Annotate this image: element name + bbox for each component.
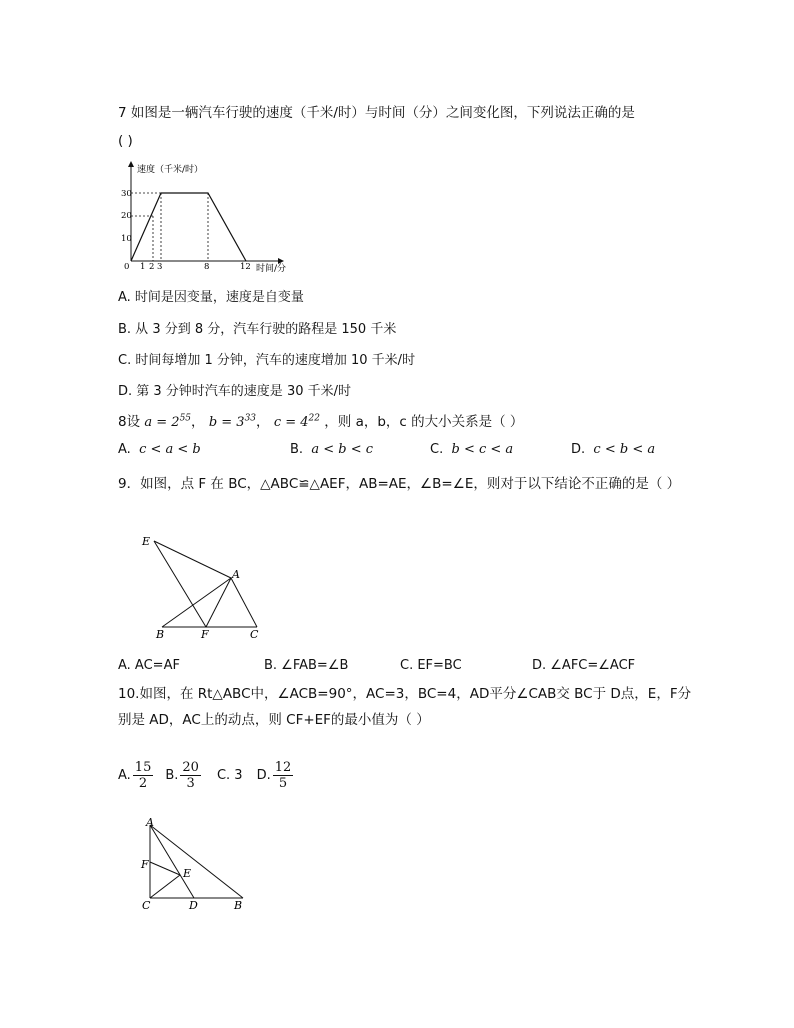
q9-option-d: D. ∠AFC=∠ACF bbox=[532, 658, 636, 673]
segment-BA bbox=[162, 578, 231, 627]
x-tick-label: 2 bbox=[149, 262, 155, 272]
point-A-label: A bbox=[232, 568, 240, 581]
segment-FE bbox=[150, 862, 180, 875]
segment-AD bbox=[150, 825, 194, 898]
q10-option-d-label: D. bbox=[256, 768, 271, 783]
q7-option-a: A. 时间是因变量，速度是自变量 bbox=[118, 290, 304, 305]
q7-option-b: B. 从 3 分到 8 分，汽车行驶的路程是 150 千米 bbox=[118, 322, 397, 337]
q9-stem: 9．如图，点 F 在 BC，△ABC≌△AEF，AB=AE，∠B=∠E，则对于以下结论不正确的是（ ） bbox=[118, 476, 681, 492]
x-tick-label: 1 bbox=[140, 262, 146, 272]
q10-option-a-label: A. bbox=[118, 768, 131, 783]
q7-speed-time-graph bbox=[118, 158, 298, 276]
dashed-guides bbox=[131, 193, 208, 261]
q10-option-b-fraction: $\frac{20}{3}$ bbox=[182, 760, 199, 791]
point-C-label: C bbox=[250, 628, 259, 641]
q7-option-c: C. 时间每增加 1 分钟，汽车的速度增加 10 千米/时 bbox=[118, 353, 416, 368]
point-F-label: F bbox=[201, 628, 209, 641]
x-tick-label: 0 bbox=[124, 262, 130, 272]
q8-c-expr: $c = 4^{22}$ bbox=[273, 413, 320, 430]
q10-right-triangle-figure bbox=[136, 814, 252, 914]
x-tick-label: 8 bbox=[204, 262, 210, 272]
q10-stem-line2: 别是 AD，AC上的动点，则 CF+EF的最小值为（ ） bbox=[118, 712, 430, 728]
q8-option-b: B. a < b < c bbox=[290, 442, 373, 457]
y-tick-label: 20 bbox=[121, 211, 132, 221]
point-A-label: A bbox=[146, 816, 154, 829]
speed-line bbox=[131, 193, 246, 261]
q8-option-c: C. b < c < a bbox=[430, 442, 514, 457]
q8-b-expr: $b = 3^{33}$ bbox=[208, 413, 257, 430]
y-tick-label: 30 bbox=[121, 189, 132, 199]
q7-stem-line2: ( ) bbox=[118, 133, 133, 149]
q10-option-b-label: B. bbox=[165, 768, 179, 783]
y-tick-label: 10 bbox=[121, 234, 132, 244]
point-D-label: D bbox=[189, 899, 198, 912]
q10-option-a-fraction: $\frac{15}{2}$ bbox=[134, 760, 152, 791]
q8-option-d: D. c < b < a bbox=[571, 442, 656, 457]
x-tick-label: 3 bbox=[157, 262, 163, 272]
x-axis-label: 时间/分 bbox=[256, 264, 287, 274]
q10-option-d-fraction: $\frac{12}{5}$ bbox=[274, 760, 292, 791]
q10-stem-line1: 10.如图，在 Rt△ABC中，∠ACB=90°，AC=3，BC=4，AD平分∠CAB交 BC于 D点，E，F分 bbox=[118, 686, 692, 702]
segment-CE bbox=[150, 875, 180, 898]
segment-FA bbox=[206, 578, 231, 627]
q7-option-d: D. 第 3 分钟时汽车的速度是 30 千米/时 bbox=[118, 384, 351, 399]
point-F-label: F bbox=[141, 858, 149, 871]
point-E-label: E bbox=[142, 535, 151, 548]
q10-option-c: C. 3 bbox=[216, 768, 243, 783]
q8-a-expr: $a = 2^{55}$ bbox=[144, 413, 192, 430]
point-E-label: E bbox=[183, 867, 192, 880]
q8-prefix: 8设 bbox=[118, 414, 141, 430]
q8-option-a: A. c < a < b bbox=[118, 442, 201, 457]
point-C-label: C bbox=[142, 899, 151, 912]
q9-option-c: C. EF=BC bbox=[400, 658, 462, 673]
q9-option-b: B. ∠FAB=∠B bbox=[264, 658, 349, 673]
y-axis-arrow bbox=[128, 161, 134, 167]
q9-option-a: A. AC=AF bbox=[118, 658, 180, 673]
q9-triangle-figure bbox=[136, 530, 272, 642]
point-B-label: B bbox=[156, 628, 165, 641]
q10-options bbox=[118, 760, 295, 791]
q7-stem-line1: 7 如图是一辆汽车行驶的速度（千米/时）与时间（分）之间变化图，下列说法正确的是 bbox=[118, 105, 635, 121]
y-axis-label: 速度（千米/时） bbox=[137, 165, 204, 175]
q8-suffix: ，则 a，b，c 的大小关系是（ ） bbox=[324, 414, 524, 430]
q8-stem: 8设 $a = 2^{55}$， $b = 3^{33}$， $c = 4^{22}$ ，则 a，b，c 的大小关系是（ ） bbox=[118, 413, 524, 430]
point-B-label: B bbox=[234, 899, 243, 912]
x-tick-label: 12 bbox=[240, 262, 251, 272]
segment-AC bbox=[231, 578, 257, 627]
